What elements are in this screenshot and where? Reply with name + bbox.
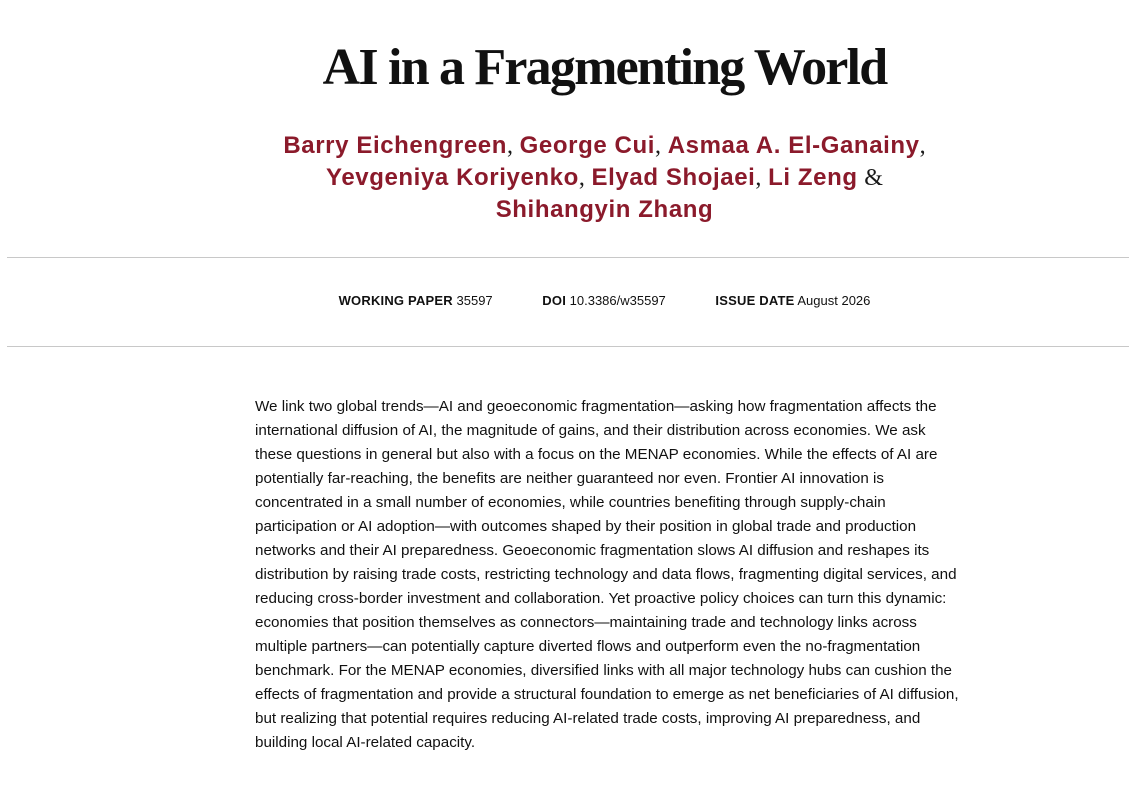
author-link-yevgeniya-koriyenko[interactable]: Yevgeniya Koriyenko xyxy=(326,164,579,191)
abstract-text: We link two global trends—AI and geoeconomic fragmentation—asking how fragmentation affects the international diffusion of AI, the magnitude of gains, and their distribution across economies. We ask these questions in general but also with a focus on the MENAP economies. While the effects of AI are potentially far-reaching, the benefits are neither guaranteed nor even. Frontier AI innovation is concentrated in a small number of economies, while countries benefiting through supply-chain participation or AI adoption—with outcomes shaped by their position in global trade and production networks and their AI preparedness. Geoeconomic fragmentation slows AI diffusion and reshapes its distribution by raising trade costs, restricting technology and data flows, fragmenting digital services, and reducing cross-border investment and collaboration. Yet proactive policy choices can turn this dynamic: economies that position themselves as connectors—maintaining trade and technology links across multiple partners—can potentially capture diverted flows and outperform even the no-fragmentation benchmark. For the MENAP economies, diversified links with all major technology hubs can cushion the effects of fragmentation and provide a structural foundation to emerge as net beneficiaries of AI diffusion, but realizing that potential requires reducing AI-related trade costs, improving AI preparedness, and building local AI-related capacity. xyxy=(255,398,959,751)
author-link-shihangyin-zhang[interactable]: Shihangyin Zhang xyxy=(495,196,714,223)
author-list xyxy=(0,130,1129,225)
working-paper-value: 35597 xyxy=(456,293,493,308)
doi xyxy=(542,292,666,310)
doi-label: DOI xyxy=(542,293,567,308)
page-title: AI in a Fragmenting World xyxy=(322,39,887,96)
author-separator: , xyxy=(578,165,585,191)
author-line-2 xyxy=(0,162,1129,194)
author-ampersand: & xyxy=(864,165,883,191)
author-link-elyad-shojaei[interactable]: Elyad Shojaei xyxy=(591,164,756,191)
author-line-1 xyxy=(0,130,1129,162)
working-paper-number xyxy=(339,292,493,310)
author-line-3 xyxy=(0,194,1129,225)
divider-bottom xyxy=(7,346,1129,347)
doi-value[interactable]: 10.3386/w35597 xyxy=(569,293,666,308)
author-link-george-cui[interactable]: George Cui xyxy=(519,132,656,159)
divider-top xyxy=(7,257,1129,258)
author-link-li-zeng[interactable]: Li Zeng xyxy=(768,164,858,191)
issue-date-label: ISSUE DATE xyxy=(715,293,795,308)
issue-date xyxy=(715,292,870,310)
author-separator: , xyxy=(506,133,513,159)
issue-date-value: August 2026 xyxy=(797,293,871,308)
author-separator: , xyxy=(755,165,762,191)
author-link-asmaa-el-ganainy[interactable]: Asmaa A. El-Ganainy xyxy=(667,132,920,159)
author-separator: , xyxy=(919,133,926,159)
working-paper-label: WORKING PAPER xyxy=(338,293,453,308)
author-link-barry-eichengreen[interactable]: Barry Eichengreen xyxy=(283,132,507,159)
paper-meta xyxy=(0,292,1129,310)
author-separator: , xyxy=(655,133,662,159)
